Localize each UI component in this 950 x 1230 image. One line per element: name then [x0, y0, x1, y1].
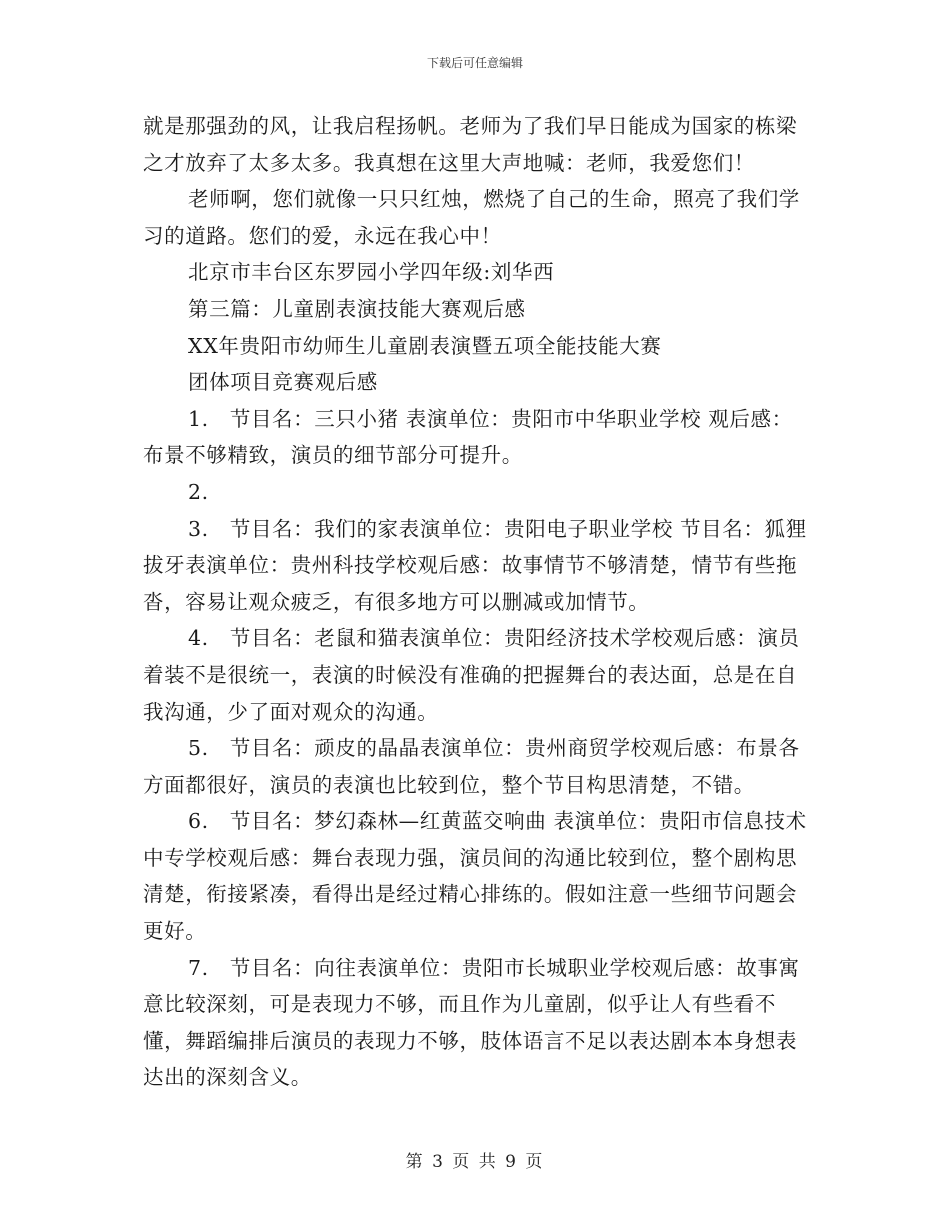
document-body [143, 108, 813, 1096]
list-item: 4. 节目名：老鼠和猫表演单位：贵阳经济技术学校观后感：演员着装不是很统一，表演的时候没有准确的把握舞台的表达面，总是在自我沟通，少了面对观众的沟通。 [143, 626, 800, 724]
page-number: 第 3 页 共 9 页 [405, 1152, 545, 1172]
list-item: 3. 节目名：我们的家表演单位：贵阳电子职业学校 节目名：狐狸拔牙表演单位：贵州科技学校观后感：故事情节不够清楚，情节有些拖沓，容易让观众疲乏，有很多地方可以删减或加情节。 [143, 516, 807, 614]
event-subtitle: 团体项目竞赛观后感 [188, 370, 378, 395]
author-line: 北京市丰台区东罗园小学四年级:刘华西 [188, 260, 555, 285]
list-item: 1. 节目名：三只小猪 表演单位：贵阳市中华职业学校 观后感：布景不够精致，演员的细节部分可提升。 [143, 406, 793, 468]
event-title: XX年贵阳市幼师生儿童剧表演暨五项全能技能大赛 [188, 333, 662, 358]
page-header-note: 下载后可任意编辑 [426, 56, 523, 70]
paragraph: 就是那强劲的风，让我启程扬帆。老师为了我们早日能成为国家的栋梁之才放弃了太多太多。我真想在这里大声地喊：老师，我爱您们！ [143, 114, 798, 175]
list-item: 5. 节目名：顽皮的晶晶表演单位：贵州商贸学校观后感：布景各方面都很好，演员的表演也比较到位，整个节目构思清楚，不错。 [143, 736, 800, 797]
list-item: 6. 节目名：梦幻森林—红黄蓝交响曲 表演单位：贵阳市信息技术中专学校观后感：舞台表现力强，演员间的沟通比较到位，整个剧构思清楚，衔接紧凑，看得出是经过精心排练的。假如注意一些细节问题会更好。 [143, 809, 807, 944]
list-item: 2. [188, 479, 209, 504]
list-item: 7. 节目名：向往表演单位：贵阳市长城职业学校观后感：故事寓意比较深刻，可是表现力不够，而且作为儿童剧，似乎让人有些看不懂，舞蹈编排后演员的表现力不够，肢体语言不足以表达剧本本身想表达出的深刻含义。 [143, 955, 800, 1090]
section-title: 第三篇：儿童剧表演技能大赛观后感 [188, 296, 526, 321]
paragraph: 老师啊，您们就像一只只红烛，燃烧了自己的生命，照亮了我们学习的道路。您们的爱，永远在我心中！ [143, 187, 800, 248]
